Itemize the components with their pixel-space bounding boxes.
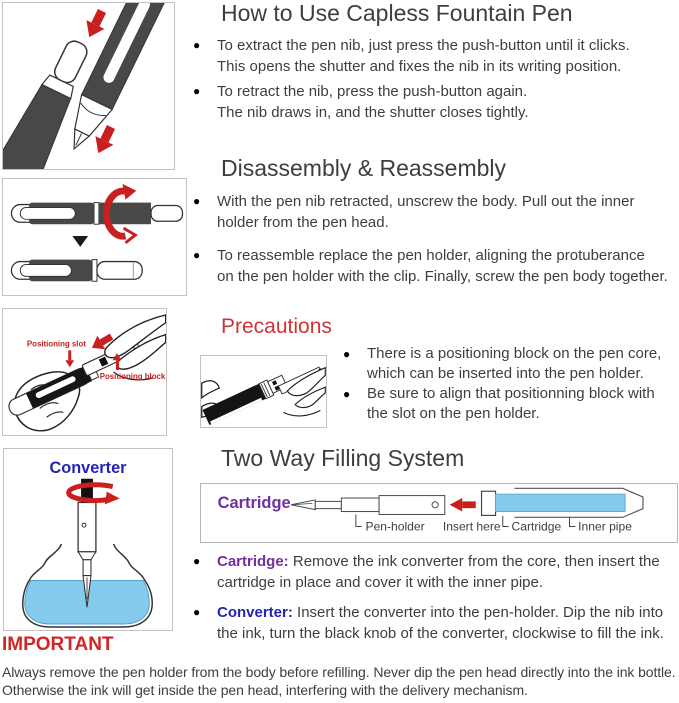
cartridge-keyword: Cartridge: — [217, 553, 289, 570]
nib-pen-body-icon — [59, 3, 171, 156]
push-button-illustration — [2, 2, 175, 170]
important-note — [2, 664, 676, 699]
usage-bullet-1 — [193, 35, 630, 77]
usage-bullet-2-line-1: To retract the nib, press the push-button again. — [217, 83, 528, 100]
precautions-title: Precautions — [221, 315, 332, 338]
down-triangle-icon — [72, 236, 88, 247]
usage-bullet-2 — [193, 81, 529, 123]
pen-unscrewed-icon — [11, 203, 182, 225]
inner-pipe-label: Inner pipe — [578, 519, 632, 534]
converter-instruction — [193, 602, 664, 644]
bullet-icon: ● — [193, 605, 201, 619]
pen-core-icon — [203, 373, 288, 425]
important-note-line-1: Always remove the pen holder from the body before refilling. Never dip the pen head directly into the ink bottle. — [2, 664, 676, 680]
disassembly-bullet-2-line-2: on the pen holder with the clip. Finally, screw the pen body together. — [217, 268, 668, 285]
cartridge-diagram-tag: Cartridge — [217, 494, 291, 513]
precautions-bullet-1 — [343, 344, 661, 384]
inner-pipe-callout-line — [570, 517, 576, 526]
bullet-icon: ● — [193, 194, 201, 208]
unscrew-illustration — [2, 178, 187, 296]
bullet-icon: ● — [193, 248, 201, 262]
cartridge-diagram-drawing — [201, 484, 677, 542]
core-insert-illustration — [200, 355, 327, 428]
push-button-pen-drawing — [3, 3, 174, 169]
disassembly-bullet-1-line-2: holder from the pen head. — [217, 214, 389, 231]
pen-holder-callout-line — [356, 514, 362, 526]
cartridge-diagram — [200, 483, 678, 543]
cartridge-callout-line — [503, 516, 509, 527]
precautions-bullet-2-line-1: Be sure to align that positionning block with — [367, 385, 655, 402]
press-arrow-icon — [80, 7, 111, 42]
disassembly-bullet-2-line-1: To reassemble replace the pen holder, aligning the protuberance — [217, 247, 645, 264]
positioning-slot-label: Positioning slot — [26, 339, 86, 349]
usage-bullet-1-line-1: To extract the pen nib, just press the push-button until it clicks. — [217, 37, 630, 54]
precautions-bullet-1-line-2: which can be inserted into the pen holder. — [367, 365, 644, 382]
cartridge-instruction-line-2: cartridge in place and cover it with the inner pipe. — [217, 574, 544, 591]
precautions-bullet-1-line-1: There is a positioning block on the pen core, — [367, 345, 662, 362]
bullet-icon: ● — [193, 84, 201, 98]
converter-instruction-line-1: Converter: Insert the converter into the pen-holder. Dip the nib into — [217, 604, 664, 621]
bullet-icon: ● — [343, 387, 351, 401]
pen-assembled-icon — [11, 260, 142, 282]
positioning-block-label: Positioning block — [99, 371, 166, 381]
usage-bullet-1-line-2: This opens the shutter and fixes the nib in its writing position. — [217, 58, 622, 75]
knob-rotate-arrow-icon — [69, 485, 120, 505]
core-insert-drawing — [201, 356, 326, 427]
unscrew-pen-drawing — [3, 179, 186, 295]
disassembly-bullet-1-line-1: With the pen nib retracted, unscrew the body. Pull out the inner — [217, 193, 635, 210]
cartridge-instruction — [193, 551, 660, 593]
positioning-illustration — [2, 308, 167, 436]
important-title: IMPORTANT — [2, 634, 114, 655]
converter-instruction-line-2: the ink, turn the black knob of the converter, clockwise to fill the ink. — [217, 625, 664, 642]
bullet-icon: ● — [193, 554, 201, 568]
converter-keyword: Converter: — [217, 604, 293, 621]
bullet-icon: ● — [193, 38, 201, 52]
bullet-icon: ● — [343, 347, 351, 361]
converter-title: Converter — [49, 458, 127, 477]
insert-here-label: Insert here — [442, 519, 501, 534]
cartridge-tube-drawing — [496, 494, 626, 511]
pen-holder-label: Pen-holder — [365, 519, 425, 534]
precautions-bullet-2 — [343, 384, 655, 424]
twoway-title: Two Way Filling System — [221, 445, 465, 471]
cartridge-instruction-line-1: Cartridge: Remove the ink converter from the core, then insert the — [217, 553, 660, 570]
converter-illustration — [3, 448, 173, 631]
pen-holder-drawing — [291, 496, 445, 515]
precautions-bullet-2-line-2: the slot on the pen holder. — [367, 405, 540, 422]
converter-drawing — [4, 449, 172, 630]
important-note-line-2: Otherwise the ink will get inside the pen head, interfering with the delivery mechanism. — [2, 681, 528, 698]
positioning-drawing — [3, 309, 166, 435]
disassembly-title: Disassembly & Reassembly — [221, 155, 507, 181]
cartridge-cap-drawing — [482, 491, 496, 515]
disassembly-bullet-2 — [193, 245, 668, 287]
insert-direction-arrow-icon — [450, 498, 476, 512]
usage-title: How to Use Capless Fountain Pen — [221, 0, 573, 26]
cartridge-label: Cartridge — [511, 519, 562, 534]
slot-pointer-arrow-icon — [65, 350, 74, 367]
usage-bullet-2-line-2: The nib draws in, and the shutter closes tightly. — [217, 104, 529, 121]
disassembly-bullet-1 — [193, 191, 634, 233]
